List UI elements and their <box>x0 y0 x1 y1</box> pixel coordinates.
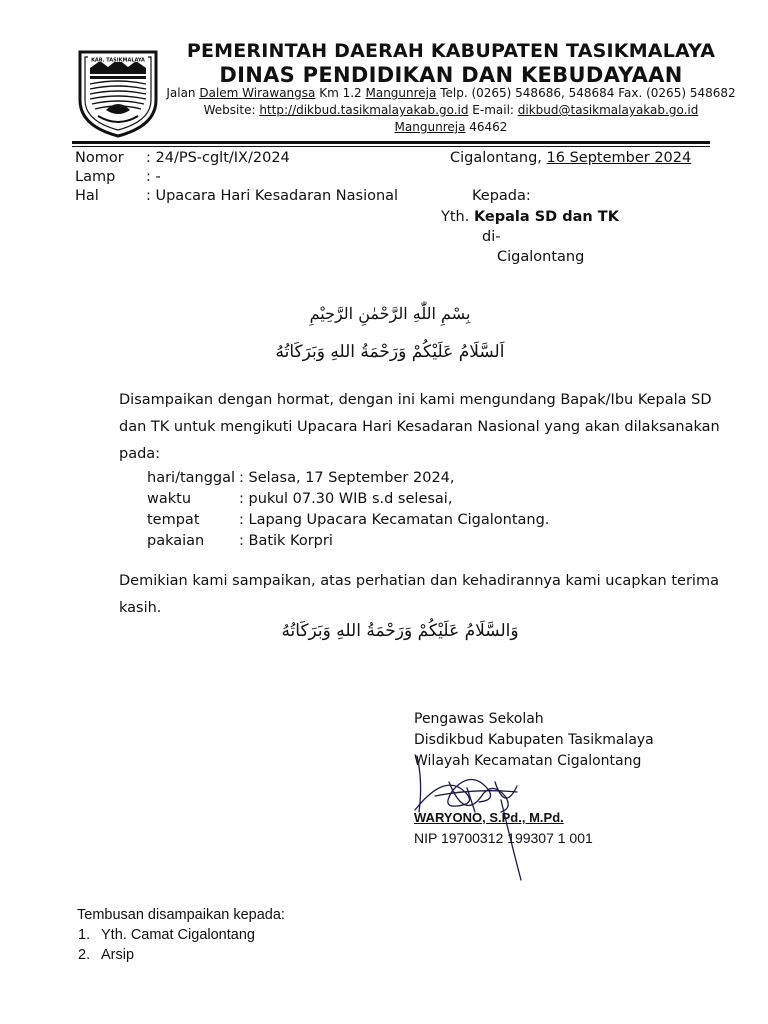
signer-title-1: Pengawas Sekolah <box>414 711 544 727</box>
logo-caption: KAB. TASIKMALAYA <box>91 57 145 64</box>
tembusan-number: 1. <box>78 927 91 943</box>
letterhead-address <box>166 86 736 100</box>
address-street: Dalem Wirawangsa <box>199 86 316 100</box>
salam-closing: وَالسَّلَامُ عَلَيْكُمْ وَرَحْمَةُ اللهِ وَبَرَكَاتُهُ <box>281 621 519 641</box>
nomor-label: Nomor <box>75 150 124 166</box>
letterhead-agency: DINAS PENDIDIKAN DAN KEBUDAYAAN <box>219 63 683 87</box>
address-part: Km 1.2 <box>315 86 366 100</box>
yth-prefix: Yth. <box>441 209 474 225</box>
recipient-name: Kepala SD dan TK <box>473 209 619 225</box>
letterhead-postal <box>166 120 736 134</box>
tembusan-item: Arsip <box>101 947 135 963</box>
detail-label: hari/tanggal <box>147 470 236 486</box>
tembusan-item: Yth. Camat Cigalontang <box>101 927 255 943</box>
recipient-line <box>441 209 619 225</box>
address-phone: Telp. (0265) 548686, 548684 Fax. (0265) 548682 <box>436 86 736 100</box>
paragraph-1-line-1: Disampaikan dengan hormat, dengan ini kami mengundang Bapak/Ibu Kepala SD <box>119 392 712 408</box>
detail-value: : Selasa, 17 September 2024, <box>239 470 455 486</box>
signer-nip: NIP 19700312 199307 1 001 <box>414 830 593 846</box>
lamp-value: : - <box>146 169 161 185</box>
lamp-label: Lamp <box>75 169 116 185</box>
nomor-value: : 24/PS-cglt/IX/2024 <box>146 150 290 166</box>
paragraph-2-line-2: kasih. <box>119 600 162 616</box>
signer-name: WARYONO, S.Pd., M.Pd. <box>414 810 564 825</box>
signer-title-3: Wilayah Kecamatan Cigalontang <box>414 753 642 769</box>
postal-city: Mangunreja <box>394 120 466 134</box>
letter-place-date <box>450 150 691 166</box>
detail-value: : Lapang Upacara Kecamatan Cigalontang. <box>239 512 550 528</box>
postal-code: 46462 <box>465 120 508 134</box>
paragraph-2-line-1: Demikian kami sampaikan, atas perhatian dan kehadirannya kami ucapkan terima <box>119 573 719 589</box>
letterhead-government: PEMERINTAH DAERAH KABUPATEN TASIKMALAYA <box>186 40 716 62</box>
address-town: Mangunreja <box>365 86 437 100</box>
basmalah: بِسْمِ اللّٰهِ الرَّحْمٰنِ الرَّحِيْمِ <box>309 304 471 323</box>
website-label: Website: <box>203 103 260 117</box>
di-label: di- <box>482 229 501 245</box>
detail-value: : Batik Korpri <box>239 533 333 549</box>
tembusan-heading: Tembusan disampaikan kepada: <box>77 907 285 923</box>
kepada-label: Kepada: <box>472 188 531 204</box>
regency-emblem-logo <box>76 48 160 138</box>
detail-value: : pukul 07.30 WIB s.d selesai, <box>239 491 453 507</box>
signer-title-2: Disdikbud Kabupaten Tasikmalaya <box>414 732 654 748</box>
email-label: E-mail: <box>468 103 518 117</box>
detail-label: tempat <box>147 512 200 528</box>
email-link[interactable]: dikbud@tasikmalayakab.go.id <box>517 103 699 117</box>
letter-date: 16 September 2024 <box>546 150 692 166</box>
salam-opening: اَلسَّلَامُ عَلَيْكُمْ وَرَحْمَةُ اللهِ وَبَرَكَاتُهُ <box>275 342 505 362</box>
paragraph-1-line-3: pada: <box>119 446 161 462</box>
hal-label: Hal <box>75 188 99 204</box>
address-part: Jalan <box>166 86 200 100</box>
hal-value: : Upacara Hari Kesadaran Nasional <box>146 188 399 204</box>
paragraph-1-line-2: dan TK untuk mengikuti Upacara Hari Kesadaran Nasional yang akan dilaksanakan <box>119 419 720 435</box>
letterhead-contact <box>166 103 736 117</box>
recipient-location: Cigalontang <box>497 249 585 265</box>
detail-label: pakaian <box>147 533 205 549</box>
letterhead-rule-thick <box>72 141 710 144</box>
letterhead-rule-thin <box>72 146 710 147</box>
tembusan-number: 2. <box>78 947 91 963</box>
letter-place: Cigalontang, <box>450 150 547 166</box>
detail-label: waktu <box>147 491 192 507</box>
website-link[interactable]: http://dikbud.tasikmalayakab.go.id <box>259 103 469 117</box>
